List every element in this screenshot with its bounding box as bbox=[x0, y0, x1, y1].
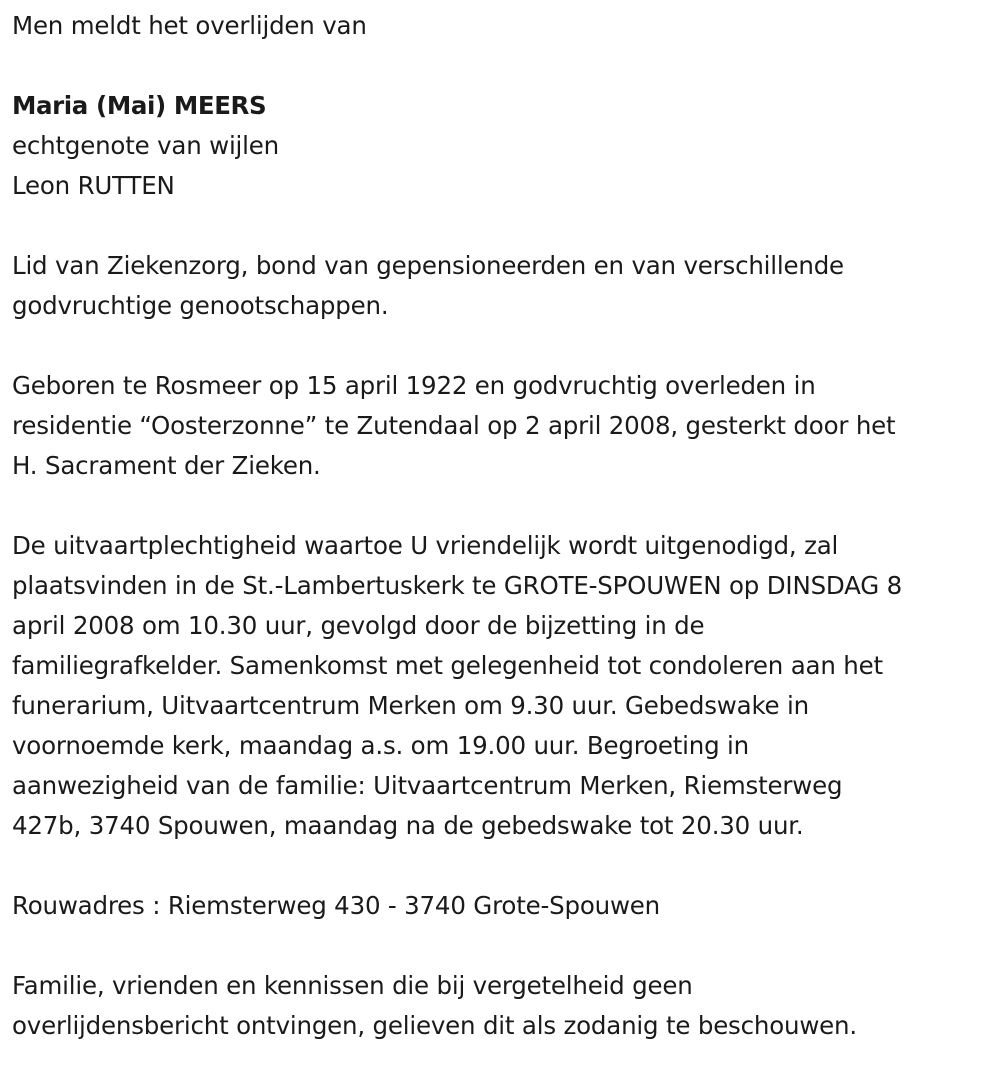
paragraph-line: voornoemde kerk, maandag a.s. om 19.00 uur. Begroeting in bbox=[12, 731, 749, 760]
spacer bbox=[12, 46, 990, 86]
closing-paragraph bbox=[12, 966, 990, 1046]
membership-paragraph bbox=[12, 246, 990, 326]
paragraph-line: funerarium, Uitvaartcentrum Merken om 9.30 uur. Gebedswake in bbox=[12, 691, 809, 720]
paragraph-line: 427b, 3740 Spouwen, maandag na de gebedswake tot 20.30 uur. bbox=[12, 811, 804, 840]
spacer bbox=[12, 846, 990, 886]
paragraph-line: godvruchtige genootschappen. bbox=[12, 291, 389, 320]
paragraph-line: april 2008 om 10.30 uur, gevolgd door de bijzetting in de bbox=[12, 611, 705, 640]
spacer bbox=[12, 926, 990, 966]
paragraph-line: Lid van Ziekenzorg, bond van gepensioneerden en van verschillende bbox=[12, 251, 844, 280]
paragraph-line: Familie, vrienden en kennissen die bij vergetelheid geen bbox=[12, 971, 693, 1000]
spacer bbox=[12, 206, 990, 246]
paragraph-line: residentie “Oosterzonne” te Zutendaal op 2 april 2008, gesterkt door het bbox=[12, 411, 896, 440]
relation-text: echtgenote van wijlen bbox=[12, 131, 279, 160]
spacer bbox=[12, 326, 990, 366]
paragraph-line: Geboren te Rosmeer op 15 april 1922 en godvruchtig overleden in bbox=[12, 371, 816, 400]
paragraph-line: overlijdensbericht ontvingen, gelieven dit als zodanig te beschouwen. bbox=[12, 1011, 857, 1040]
paragraph-line: plaatsvinden in de St.-Lambertuskerk te GROTE-SPOUWEN op DINSDAG 8 bbox=[12, 571, 903, 600]
spacer bbox=[12, 486, 990, 526]
mourning-address: Rouwadres : Riemsterweg 430 - 3740 Grote-Spouwen bbox=[12, 891, 660, 920]
birth-death-paragraph bbox=[12, 366, 990, 486]
spouse-name: Leon RUTTEN bbox=[12, 171, 175, 200]
obituary-notice bbox=[12, 6, 990, 1046]
deceased-name: Maria (Mai) MEERS bbox=[12, 91, 267, 120]
paragraph-line: De uitvaartplechtigheid waartoe U vriendelijk wordt uitgenodigd, zal bbox=[12, 531, 839, 560]
paragraph-line: familiegrafkelder. Samenkomst met gelegenheid tot condoleren aan het bbox=[12, 651, 883, 680]
paragraph-line: aanwezigheid van de familie: Uitvaartcentrum Merken, Riemsterweg bbox=[12, 771, 843, 800]
paragraph-line: H. Sacrament der Zieken. bbox=[12, 451, 321, 480]
funeral-paragraph bbox=[12, 526, 990, 846]
intro-text: Men meldt het overlijden van bbox=[12, 11, 367, 40]
